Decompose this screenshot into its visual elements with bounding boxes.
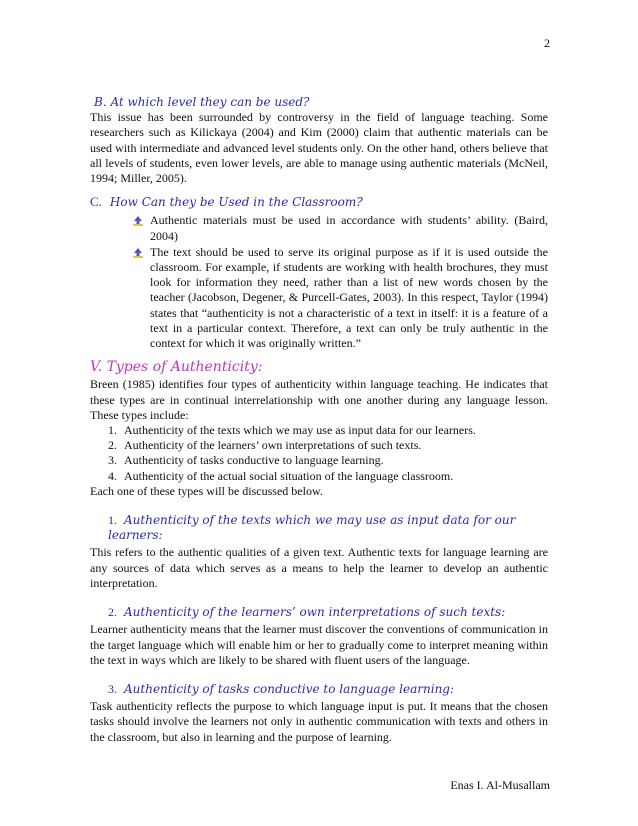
list-text: Authenticity of the learners’ own interpretations of such texts. [124,438,422,453]
list-item [90,423,548,438]
page-content [90,95,548,745]
list-text: Authenticity of the actual social situation of the language classroom. [124,468,454,483]
section-v-outro: Each one of these types will be discussed below. [90,483,323,498]
bullet-text: Authentic materials must be used in accordance with students’ ability. (Baird, 2004) [150,213,548,243]
section-c-title: How Can they be Used in the Classroom? [109,195,363,210]
section-b-body: This issue has been surrounded by controversy in the field of language teaching. Some researchers such as Kilickaya (2004) and Kim (2000) claim that authentic materials can be used with intermediate and advanced level students only. On the other hand, others believe that all levels of students, even lower levels, are able to manage using authentic materials (McNeil, 1994; Miller, 2005). [90,110,548,186]
subsection-title: Authenticity of the learners’ own interpretations of such texts: [124,605,506,620]
list-item [90,438,548,453]
arrow-bullet-icon [132,247,144,259]
subsection-title: Authenticity of the texts which we may use as input data for our learners: [108,513,516,543]
list-item [90,245,548,351]
list-number: 4. [108,468,117,483]
subsection-2-body: Learner authenticity means that the learner must discover the conventions of communication in the target language which will enable him or her to gradually come to interpret meaning within the text in ways which are likely to be shared with fluent users of the language. [90,622,548,667]
footer-author: Enas I. Al-Musallam [450,778,550,792]
arrow-bullet-icon [132,215,144,227]
subsection-number: 2. [108,605,117,620]
section-v-heading: V. Types of Authenticity: [90,359,263,376]
bullet-text: The text should be used to serve its original purpose as if it is used outside the classroom. For example, if students are working with health brochures, they must look for information they need, rather than a list of new words chosen by the teacher (Jacobson, Degener, & Purcell-Gates, 2003). In this respect, Taylor (1994) states that “authenticity is not a characteristic of a text in itself: it is a feature of a text in a particular context. Therefore, a text can only be truly authentic in the context for which it was originally written.” [150,244,548,351]
subsection-2-heading [90,605,548,620]
list-item [90,469,548,484]
subsection-1-heading [90,513,548,543]
list-number: 3. [108,453,117,468]
section-c-heading [90,194,548,210]
section-c-label: C. [90,194,102,210]
subsection-3-heading [90,682,548,697]
subsection-number: 3. [108,681,117,696]
list-text: Authenticity of tasks conductive to language learning. [124,453,384,468]
section-c-bullets [90,213,548,351]
section-b-heading: B. At which level they can be used? [94,95,310,109]
types-list [90,423,548,484]
list-text: Authenticity of the texts which we may use as input data for our learners. [124,423,476,438]
list-item [90,453,548,468]
subsection-1-body: This refers to the authentic qualities of a given text. Authentic texts for language learning are any sources of data which serves as a means to help the learner to develop an authentic interpretation. [90,545,548,590]
list-number: 1. [108,423,117,438]
subsection-3-body: Task authenticity reflects the purpose to which language input is put. It means that the chosen tasks should involve the learners not only in authentic communication with texts and others in the classroom, but also in learning and the purpose of learning. [90,699,548,744]
list-number: 2. [108,438,117,453]
list-item [90,213,548,243]
subsection-title: Authenticity of tasks conductive to language learning: [124,681,455,696]
section-v-intro: Breen (1985) identifies four types of authenticity within language teaching. He indicates that these types are in continual interrelationship with one another during any language lesson. These types include: [90,377,548,422]
page-number: 2 [544,36,550,50]
subsection-number: 1. [108,513,117,528]
